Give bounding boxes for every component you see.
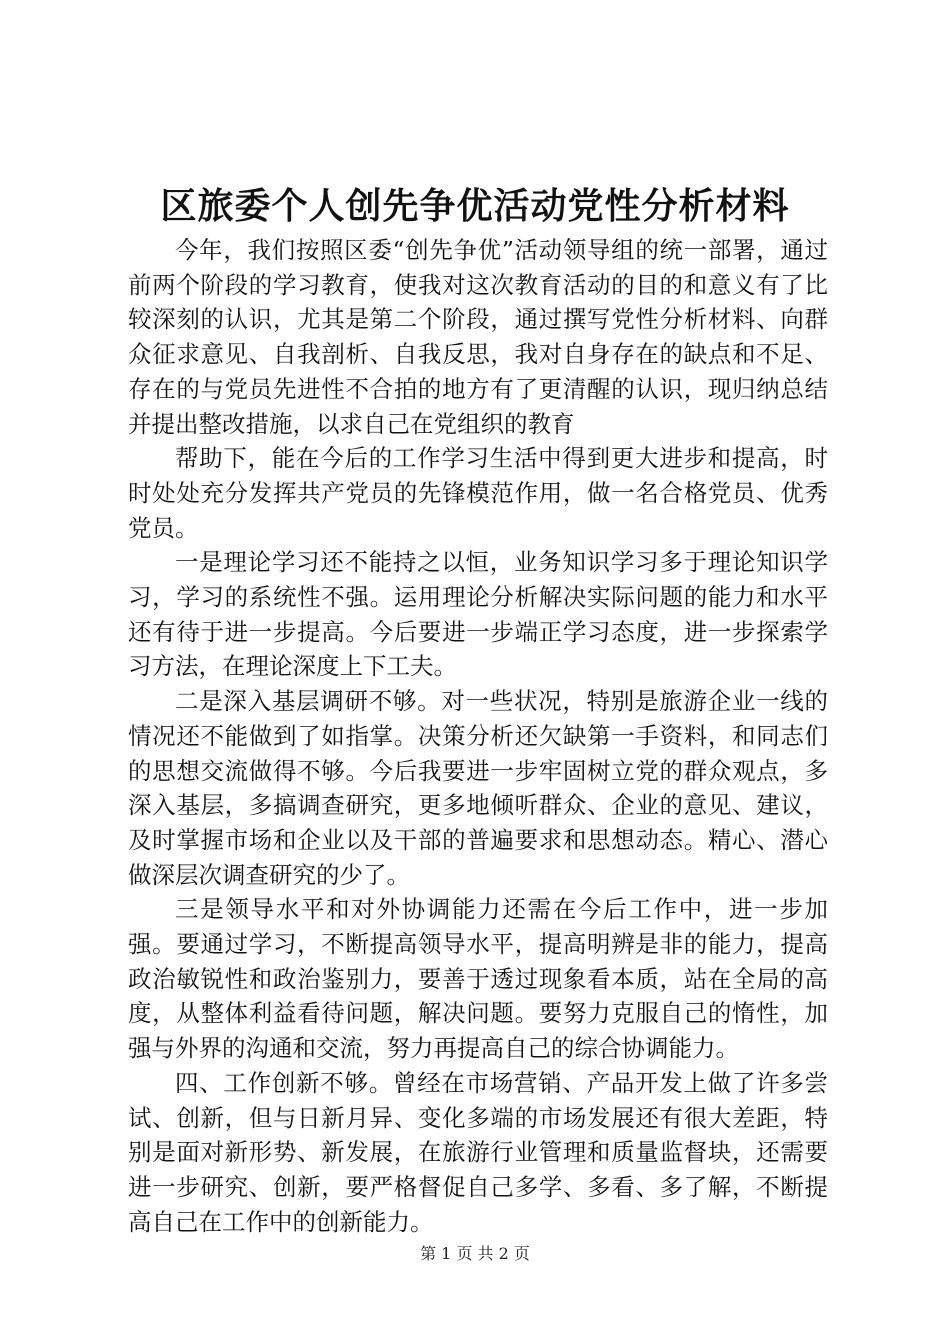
paragraph-intro: 今年，我们按照区委“创先争优”活动领导组的统一部署，通过前两个阶段的学习教育，使我对这次教育活动的目的和意义有了比较深刻的认识，尤其是第二个阶段，通过撰写党性分析材料、向群众征求意见、自我剖析、自我反思，我对自身存在的缺点和不足、存在的与党员先进性不合拍的地方有了更清醒的认识，现归纳总结并提出整改措施，以求自己在党组织的教育 [128,236,828,438]
document-title: 区旅委个人创先争优活动党性分析材料 [160,186,790,227]
paragraph-point-two: 二是深入基层调研不够。对一些状况，特别是旅游企业一线的情况还不能做到了如指掌。决策分析还欠缺第一手资料，和同志们的思想交流做得不够。今后我要进一步牢固树立党的群众观点，多深入基层，多搞调查研究，更多地倾听群众、企业的意见、建议，及时掌握市场和企业以及干部的普遍要求和思想动态。精心、潜心做深层次调查研究的少了。 [128,687,828,889]
page-number-footer: 第 1 页 共 2 页 [420,1244,530,1263]
paragraph-continuation: 帮助下，能在今后的工作学习生活中得到更大进步和提高，时时处处充分发挥共产党员的先锋模范作用，做一名合格党员、优秀党员。 [128,444,828,542]
paragraph-point-four: 四、工作创新不够。曾经在市场营销、产品开发上做了许多尝试、创新，但与日新月异、变化多端的市场发展还有很大差距，特别是面对新形势、新发展，在旅游行业管理和质量监督块，还需要进一步研究、创新，要严格督促自己多学、多看、多了解，不断提高自己在工作中的创新能力。 [128,1068,828,1236]
paragraph-point-one: 一是理论学习还不能持之以恒，业务知识学习多于理论知识学习，学习的系统性不强。运用理论分析解决实际问题的能力和水平还有待于进一步提高。今后要进一步端正学习态度，进一步探索学习方法，在理论深度上下工夫。 [128,548,828,681]
paragraph-point-three: 三是领导水平和对外协调能力还需在今后工作中，进一步加强。要通过学习，不断提高领导水平，提高明辨是非的能力，提高政治敏锐性和政治鉴别力，要善于透过现象看本质，站在全局的高度，从整体利益看待问题，解决问题。要努力克服自己的惰性，加强与外界的沟通和交流，努力再提高自己的综合协调能力。 [128,895,828,1063]
document-body [128,233,828,1239]
